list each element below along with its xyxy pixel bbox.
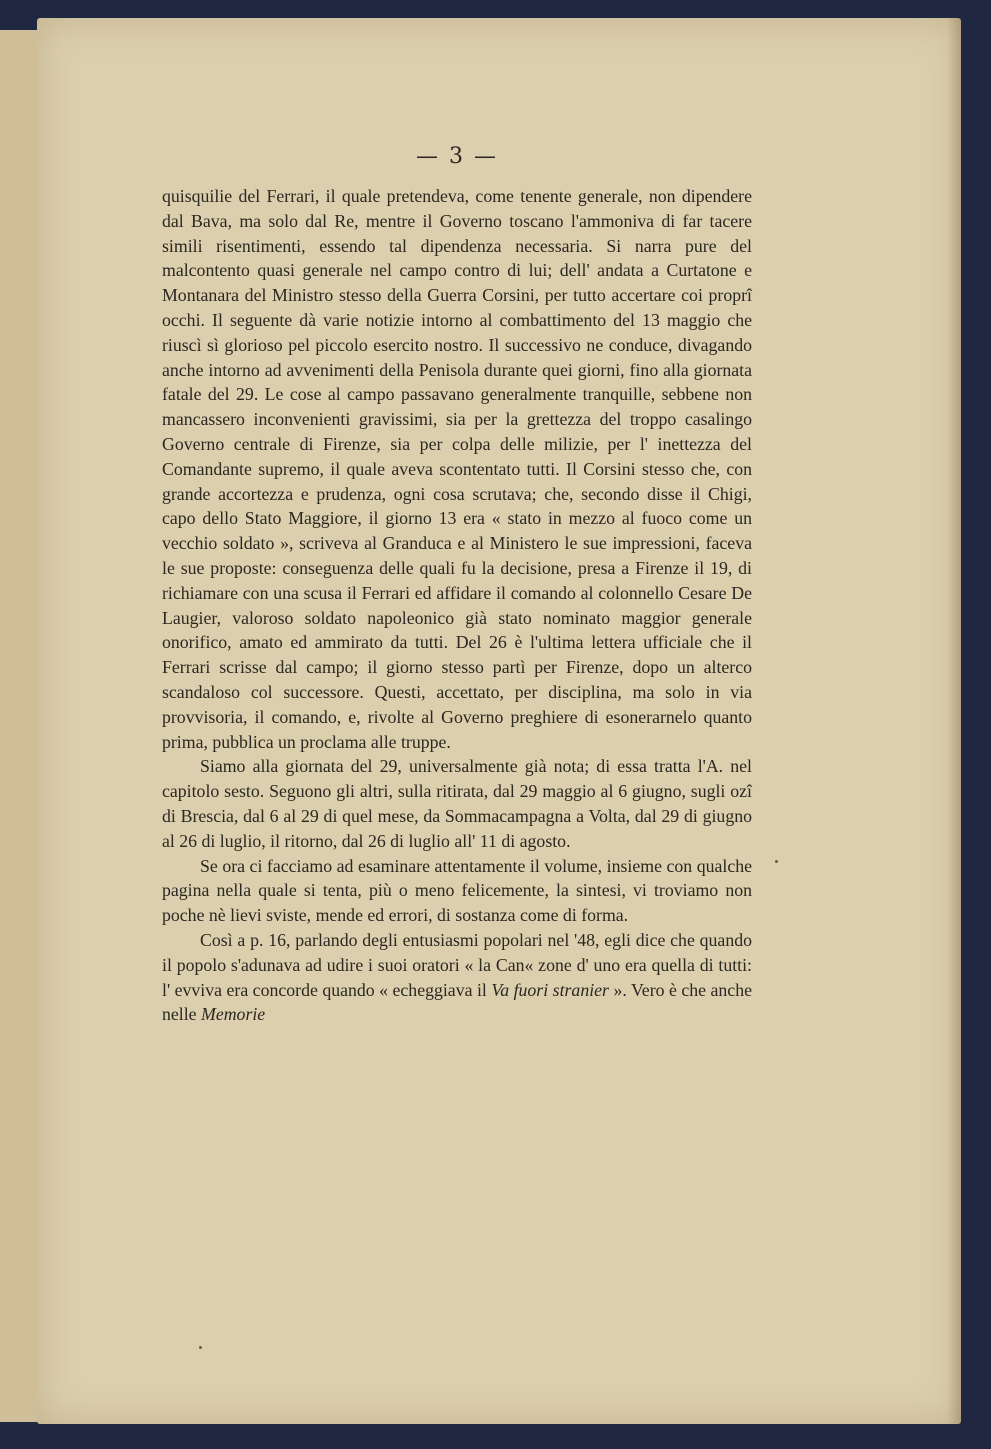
book-page [37, 18, 961, 1424]
body-text [162, 184, 752, 1027]
paper-speck [199, 1346, 202, 1349]
paragraph-4 [162, 928, 752, 1027]
paragraph-3: Se ora ci facciamo ad esaminare attentamente il volume, insieme con qualche pagina nella quale si tenta, più o meno felicemente, la sintesi, vi troviamo non poche nè lievi sviste, mende ed errori, di sostanza come di forma. [162, 855, 752, 926]
song-title: Va fuori stranier [491, 979, 609, 1000]
page-number: — 3 — [416, 144, 498, 169]
paper-speck [775, 860, 778, 863]
paragraph-4-text-start: Così a p. 16, parlando degli entusiasmi popolari nel '48, egli dice che quando il popolo s'adunava ad udire i suoi oratori « la Can« zone d' uno era quella di tutti: l' evviva era concorde quando « echeggiava il [162, 929, 752, 1000]
paragraph-2: Siamo alla giornata del 29, universalmente già nota; di essa tratta l'A. nel capitolo sesto. Seguono gli altri, sulla ritirata, dal 29 maggio al 6 giugno, sugli ozî di Brescia, dal 6 al 29 di quel mese, da Sommacampagna a Volta, dal 29 di giugno al 26 di luglio, il ritorno, dal 26 di luglio all' 11 di agosto. [162, 756, 752, 851]
page-edge-shadow [947, 18, 961, 1424]
memorie-title: Memorie [201, 1004, 266, 1025]
paragraph-1: quisquilie del Ferrari, il quale pretendeva, come tenente generale, non dipendere dal Bava, ma solo dal Re, mentre il Governo toscano l'ammoniva di far tacere simili risentimenti, essendo tal dipendenza necessaria. Si narra pure del malcontento quasi generale nel campo contro di lui; dell' andata a Curtatone e Montanara del Ministro stesso della Guerra Corsini, per tutto accertare coi proprî occhi. Il seguente dà varie notizie intorno al combattimento del 13 maggio che riuscì sì glorioso pel piccolo esercito nostro. Il successivo ne conduce, divagando anche intorno ad avvenimenti della Penisola durante quei giorni, fino alla giornata fatale del 29. Le cose al campo passavano generalmente tranquille, sebbene non mancassero inconvenienti gravissimi, sia per la grettezza del troppo casalingo Governo centrale di Firenze, sia per colpa delle milizie, per l' inettezza del Comandante supremo, il quale aveva scontentato tutti. Il Corsini stesso che, con grande accortezza e prudenza, ogni cosa scrutava; che, secondo disse il Chigi, capo dello Stato Maggiore, il giorno 13 era « stato in mezzo al fuoco come un vecchio soldato », scriveva al Granduca e al Ministero le sue impressioni, faceva le sue proposte: conseguenza delle quali fu la decisione, presa a Firenze il 19, di richiamare con una scusa il Ferrari ed affidare il comando al colonnello Cesare De Laugier, valoroso soldato napoleonico già stato nominato maggior generale onorifico, amato ed ammirato da tutti. Del 26 è l'ultima lettera ufficiale che il Ferrari scrisse dal campo; il giorno stesso partì per Firenze, dopo un alterco scandaloso col successore. Questi, accettato, per disciplina, ma solo in via provvisoria, il comando, e, rivolte al Governo preghiere di esonerarnelo quanto prima, pubblica un proclama alle truppe. [162, 186, 752, 752]
paragraph-4-text-middle: ». Vero è che anche nelle [162, 979, 752, 1025]
